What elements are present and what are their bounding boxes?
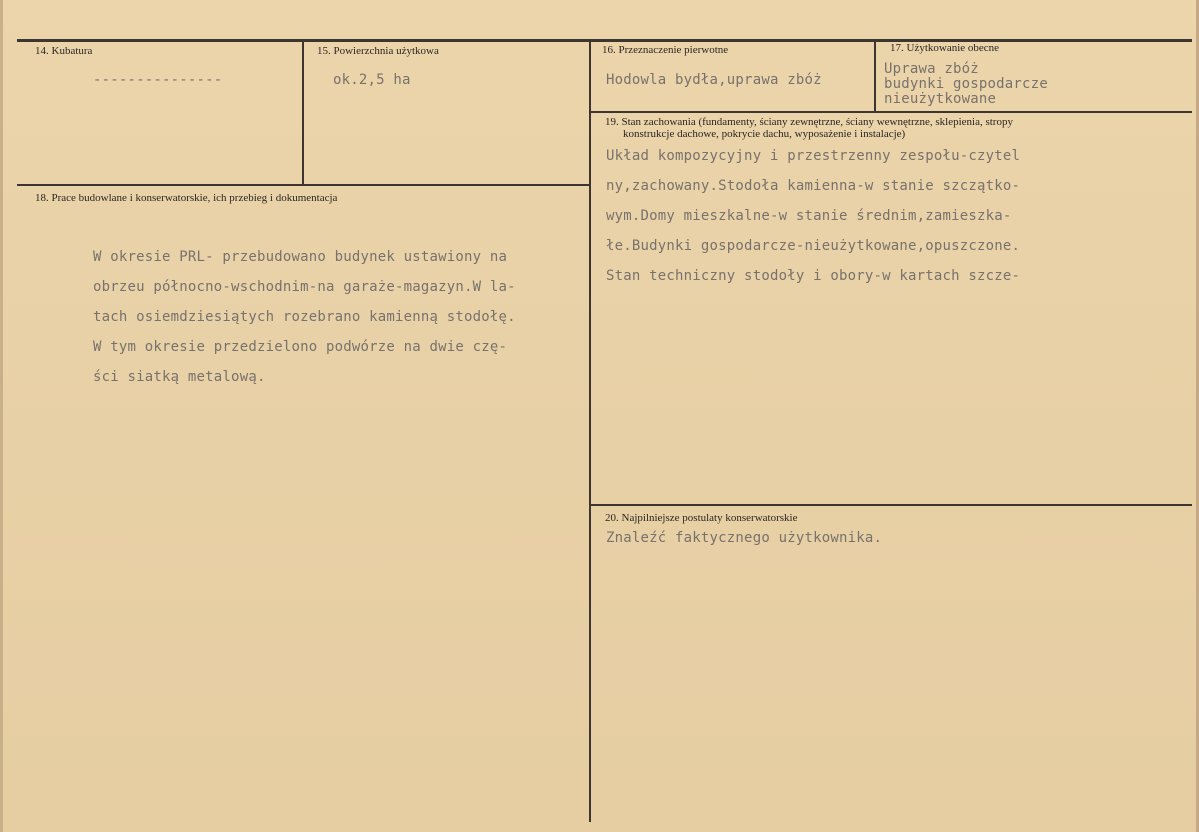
field-18-line: W okresie PRL- przebudowano budynek ustawiony na [93,249,508,265]
field-14-label: 14. Kubatura [35,45,93,57]
field-19-label-cont: konstrukcje dachowe, pokrycie dachu, wyposażenie i instalacje) [623,128,906,140]
field-18-line: ści siatką metalową. [93,369,266,385]
top-rule [17,39,1192,42]
field-15-value: ok.2,5 ha [333,72,411,88]
field-19-line: ny,zachowany.Stodoła kamienna-w stanie szczątko- [606,178,1021,194]
field-17-line: nieużytkowane [884,91,997,107]
field-19-text [606,141,1020,291]
field-18-label: 18. Prace budowlane i konserwatorskie, ich przebieg i dokumentacja [35,192,338,204]
field-19-label: 19. Stan zachowania (fundamenty, ściany zewnętrzne, ściany wewnętrzne, sklepienia, stropy [605,116,1013,128]
field-17-line: Uprawa zbóż [884,61,979,77]
field-18-line: obrzeu północno-wschodnim-na garaże-magazyn.W la- [93,279,516,295]
field-15-label: 15. Powierzchnia użytkowa [317,45,439,57]
divider-16-17 [874,42,876,112]
field-14-value: --------------- [93,72,223,88]
divider-14-15 [302,42,304,185]
field-19-line: łe.Budynki gospodarcze-nieużytkowane,opuszczone. [606,238,1021,254]
field-17-value [884,62,1048,107]
field-20-value: Znaleźć faktycznego użytkownika. [606,530,883,546]
field-16-value: Hodowla bydła,uprawa zbóż [606,72,822,88]
field-18-line: tach osiemdziesiątych rozebrano kamienną stodołę. [93,309,516,325]
field-19-line: wym.Domy mieszkalne-w stanie średnim,zamieszka- [606,208,1012,224]
field-17-line: budynki gospodarcze [884,76,1048,92]
field-18-text [93,242,516,392]
field-16-label: 16. Przeznaczenie pierwotne [602,44,729,56]
rule-below-19 [590,504,1192,506]
field-19-line: Stan techniczny stodoły i obory-w kartach szcze- [606,268,1021,284]
field-17-label: 17. Użytkowanie obecne [890,42,1000,54]
rule-below-16-17 [590,111,1192,113]
divider-left-right [589,42,591,822]
field-18-line: W tym okresie przedzielono podwórze na dwie czę- [93,339,508,355]
field-20-label: 20. Najpilniejsze postulaty konserwatorskie [605,512,798,524]
rule-below-14-15 [17,184,590,186]
field-19-line: Układ kompozycyjny i przestrzenny zespołu-czytel [606,148,1021,164]
